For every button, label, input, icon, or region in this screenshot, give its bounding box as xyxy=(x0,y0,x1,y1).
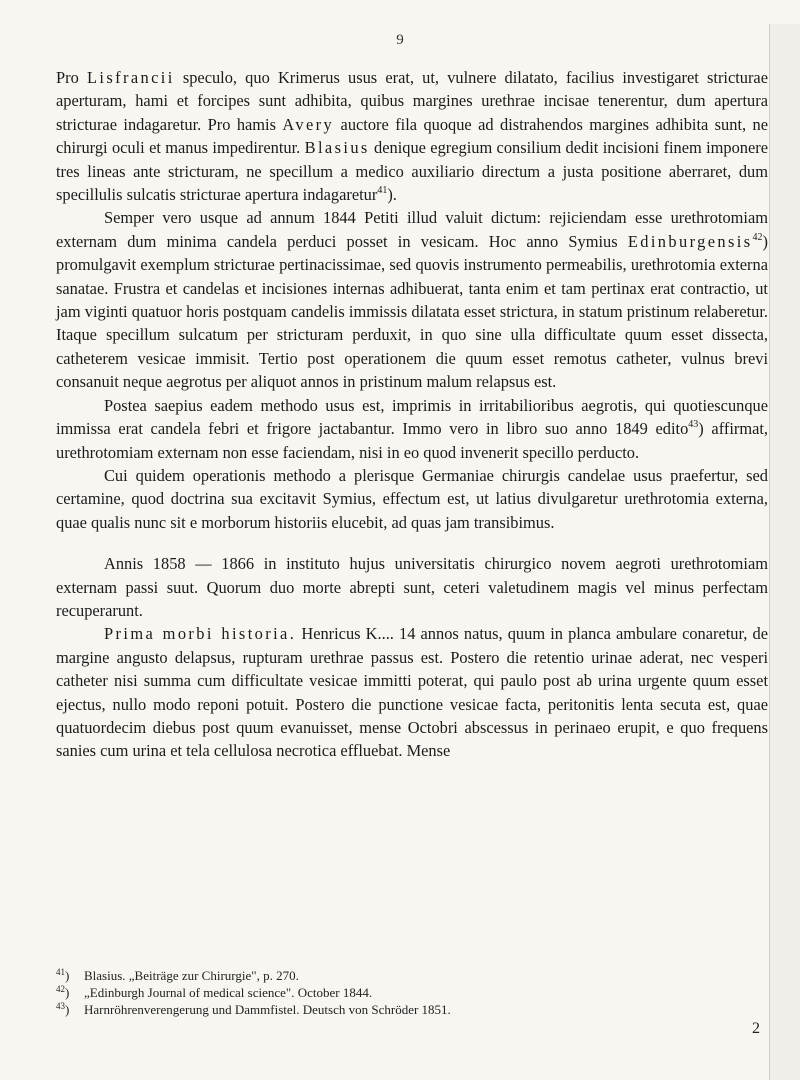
footnote-ref-43: 43 xyxy=(688,419,699,431)
text-run: ). xyxy=(387,185,397,205)
case-heading: Prima morbi historia. xyxy=(104,624,297,644)
author-name-avery: Avery xyxy=(282,114,335,134)
author-name-blasius: Blasius xyxy=(304,138,370,158)
text-run: speculo, quo Krimerus usus erat, ut, vulnere dilatato, facilius investigaret stricturae aperturam, hami et forcipes sunt adhibita, quibus margines urethrae incisae tenerentur, dum apertura stricturae indagaretur. Pro hamis xyxy=(56,68,768,134)
text-run: Postea saepius eadem methodo usus est, imprimis in irritabilioribus aegrotis, qui quotiescunque immissa erat candela febri et frigore jactabantur. Immo vero in libro suo anno 1849 edito xyxy=(56,395,768,439)
paragraph-4: Cui quidem operationis methodo a plerisque Germaniae chirurgis candelae usus praefertur, sed certamine, quod doctrina sua excitavit Symius, effectum est, ut latius divulgaretur urethrotomia externa, quae qualis nunc sit e morborum historiis elucebit, ad quas jam transibimus. xyxy=(56,465,768,532)
footnote-number: 41 xyxy=(56,967,65,977)
footnote-43: $^{43}$) Harnröhrenverengerung und Dammfistel. Deutsch von Schröder 1851. xyxy=(56,1001,451,1018)
main-text xyxy=(56,66,768,763)
text-run: ) promulgavit exemplum stricturae pertinacissimae, sed quovis instrumento permeabilis, urethrotomia externa sanatae. Frustra et candelas et incisiones internas adhibuerat, tanta enim et tam pertinax erat contractio, ut jam viginti quatuor horis postquam candelis immissis dilatata esset strictura, in statum pristinum relaberetur. Itaque specillum sulcatum per stricturam perduxit, in quo sine ulla difficultate quum esset dissecta, catheterem vesicae immisit. Tertio post operationem die quum esset remotus catheter, vulnus brevi consanuit neque aegrotus per aliquot annos in pristinum malum relapsus est. xyxy=(56,231,768,392)
text-run: Henricus K.... 14 annos natus, quum in planca ambulare conaretur, de margine angusto delapsus, rupturam urethrae passus est. Postero die retentio urinae aderat, nec vesperi catheter nisi summa cum difficultate vesicae immitti poterat, qui paulo post ab urina urgente quum esset ejectus, nullo modo reponi potuit. Postero die punctione vesicae facta, peritonitis lenta secuta est, quae quatuordecim diebus post quum evanuisset, mense Octobri abscessus in perinaeo erupit, e quo frequens sanies cum urina et tela cellulosa necrotica effluebat. Mense xyxy=(56,624,768,761)
paragraph-3 xyxy=(56,394,768,464)
paragraph-6 xyxy=(56,622,768,762)
paragraph-2 xyxy=(56,206,768,393)
footnote-text: Blasius. „Beiträge zur Chirurgie", p. 270. xyxy=(84,968,299,983)
paragraph-5: Annis 1858 — 1866 in instituto hujus universitatis chirurgico novem aegroti urethrotomiam externam passi suut. Quorum duo morte abrepti sunt, ceteri valetudinem magis vel minus perfectam recuperarunt. xyxy=(56,554,768,620)
paragraph-1 xyxy=(56,66,768,206)
text-run: ) affirmat, urethrotomiam externam non esse faciendam, nisi in eo quod invenerit specillo perducto. xyxy=(56,419,769,462)
footnote-42: $^{42}$) „Edinburgh Journal of medical science". October 1844. xyxy=(56,984,373,1001)
place-name-edinburgensis: Edinburgensis xyxy=(627,231,753,251)
text-run: Semper vero usque ad annum 1844 Petiti illud valuit dictum: rejiciendam esse urethrotomiam externam dum minima candela perduci posset in vesicam. Hoc anno Symius xyxy=(56,208,768,251)
footnotes xyxy=(56,967,768,1019)
footnote-41: $^{41}$) Blasius. „Beiträge zur Chirurgie", p. 270. xyxy=(56,967,299,983)
text-run: auctore fila quoque ad distrahendos margines adhibita sunt, ne chirurgi oculi et manus impedirentur. xyxy=(56,114,768,158)
page-edge xyxy=(769,24,800,1080)
author-name-lisfranc: Lisfrancii xyxy=(86,68,175,87)
sheet-signature: 2 xyxy=(752,1020,760,1037)
footnote-number: 42 xyxy=(56,984,65,995)
footnote-text: „Edinburgh Journal of medical science". October 1844. xyxy=(84,985,373,1001)
text-run: Pro xyxy=(56,68,87,87)
text-run: denique egregium consilium dedit incisioni finem imponere tres lineas ante stricturam, ne specillum a medico auxiliario directum a justa positione aberraret, dum specillulis sulcatis stricturae apertura indagaretur xyxy=(56,138,768,205)
footnote-ref-41: 41 xyxy=(377,185,388,197)
footnote-ref-42: 42 xyxy=(752,231,763,243)
footnote-number: 43 xyxy=(56,1001,65,1012)
page-number: 9 xyxy=(396,32,404,48)
footnote-text: Harnröhrenverengerung und Dammfistel. Deutsch von Schröder 1851. xyxy=(84,1002,451,1018)
